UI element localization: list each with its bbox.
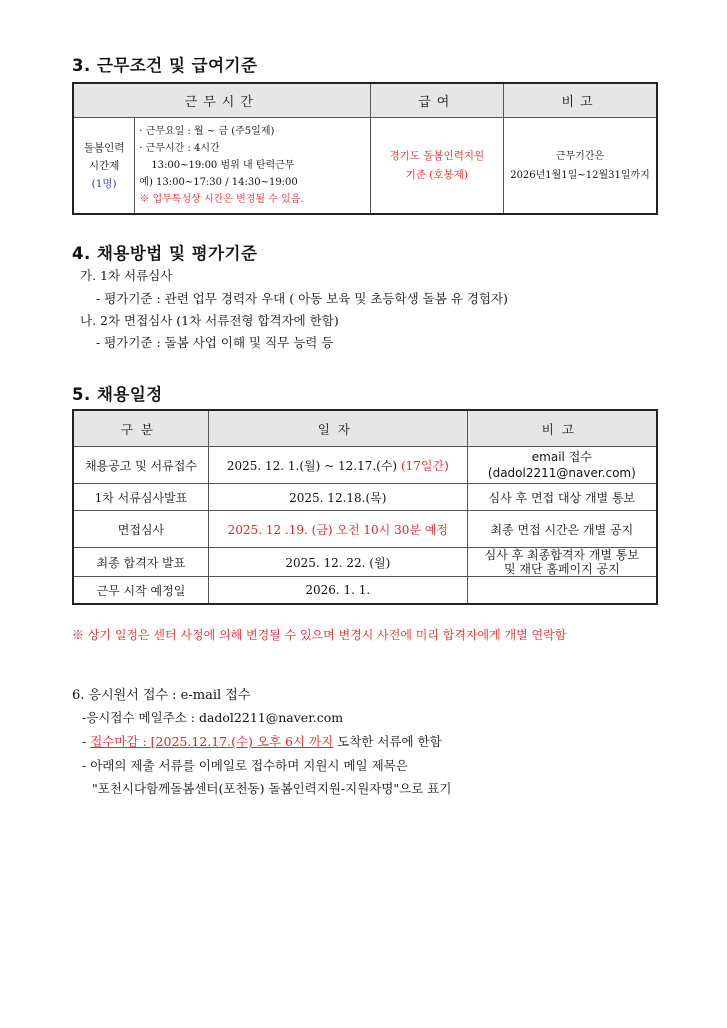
row-category: 1차 서류심사발표 (73, 484, 208, 511)
row-remark-line1: 심사 후 최종합격자 개별 통보 (484, 548, 640, 562)
deadline-suffix: 도착한 서류에 한함 (333, 734, 442, 749)
pay-line2: 기준 (호봉제) (405, 168, 468, 181)
row-remark: 심사 후 면접 대상 개별 통보 (467, 484, 657, 511)
row-date: 2026. 1. 1. (208, 577, 467, 605)
header-pay: 급여 (370, 83, 503, 118)
table-row (73, 447, 657, 484)
step1-criteria: - 평가기준 : 관련 업무 경력자 우대 ( 아동 보육 및 초등학생 돌봄 유 경험자) (96, 291, 508, 306)
row-category: 근무 시작 예정일 (73, 577, 208, 605)
table-row (73, 577, 657, 605)
work-conditions-cell (135, 118, 370, 215)
section5-heading: 5. 채용일정 (72, 385, 163, 404)
row-remark (467, 548, 657, 577)
row-category: 최종 합격자 발표 (73, 548, 208, 577)
remark-line2: 2026년1월1일~12월31일까지 (510, 169, 650, 181)
remarks-cell (504, 118, 657, 215)
row-remark-line2: 및 재단 홈페이지 공지 (503, 562, 620, 576)
cond-line: 13:00~19:00 범위 내 탄력근무 (151, 160, 295, 171)
row-date (208, 447, 467, 484)
section6-heading: 6. 응시원서 접수 : e-mail 접수 (72, 688, 251, 703)
schedule-table (72, 409, 658, 605)
row-date: 2025. 12.18.(목) (208, 484, 467, 511)
row-remark-line1: email 접수 (531, 450, 592, 464)
row-remark (467, 577, 657, 605)
row-remark-line2: (dadol2211@naver.com) (487, 466, 636, 480)
row-remark (467, 447, 657, 484)
step2-criteria: - 평가기준 : 돌봄 사업 이해 및 직무 능력 등 (96, 335, 334, 350)
table-row (73, 548, 657, 577)
table-row (73, 484, 657, 511)
cond-line: · 근무요일 : 월 ~ 금 (주5일제) (139, 126, 275, 137)
section3-heading: 3. 근무조건 및 급여기준 (72, 56, 258, 75)
header-category: 구분 (73, 410, 208, 447)
step2-title: 나. 2차 면접심사 (1차 서류전형 합격자에 한함) (80, 313, 339, 328)
deadline-prefix: - (82, 734, 91, 749)
row-label (73, 118, 135, 215)
pay-line1: 경기도 돌봄인력지원 (389, 149, 485, 162)
header-remarks: 비고 (467, 410, 657, 447)
work-conditions-table (72, 82, 658, 215)
deadline-line (82, 732, 442, 750)
row-date: 2025. 12 .19. (금) 오전 10시 30분 예정 (208, 511, 467, 548)
title-format-line: "포천시다함께돌봄센터(포천동) 돌봄인력지원-지원자명"으로 표기 (92, 781, 452, 796)
header-date: 일자 (208, 410, 467, 447)
row-date-text: 2025. 12. 1.(월) ~ 12.17.(수) (226, 458, 398, 473)
email-line: -응시접수 메일주소 : dadol2211@naver.com (82, 710, 344, 725)
section4-heading: 4. 채용방법 및 평가기준 (72, 244, 258, 263)
row-label-line1: 돌봄인력 (83, 141, 125, 154)
header-work-hours: 근무시간 (73, 83, 370, 118)
row-date-duration: (17일간) (400, 458, 449, 473)
cond-line: 예) 13:00~17:30 / 14:30~19:00 (139, 177, 298, 188)
cond-line: · 근무시간 : 4시간 (139, 143, 220, 154)
row-category: 채용공고 및 서류접수 (73, 447, 208, 484)
step1-title: 가. 1차 서류심사 (80, 268, 173, 283)
deadline-highlight: 접수마감 : [2025.12.17.(수) 오후 6시 까지 (90, 734, 334, 749)
table-row (73, 511, 657, 548)
header-remarks: 비고 (504, 83, 657, 118)
row-category: 면접심사 (73, 511, 208, 548)
cond-note: ※ 업무특성상 시간은 변경될 수 있음. (139, 194, 304, 205)
submit-line: - 아래의 제출 서류를 이메일로 접수하며 지원시 메일 제목은 (82, 758, 408, 773)
row-label-headcount: (1명) (91, 177, 117, 190)
row-label-line2: 시간제 (88, 159, 120, 172)
remark-line1: 근무기간은 (555, 150, 605, 162)
pay-cell (370, 118, 503, 215)
row-remark: 최종 면접 시간은 개별 공지 (467, 511, 657, 548)
row-date: 2025. 12. 22. (월) (208, 548, 467, 577)
schedule-note: ※ 상기 일정은 센터 사정에 의해 변경될 수 있으며 변경시 사전에 미리 합격자에게 개별 연락함 (72, 628, 567, 642)
